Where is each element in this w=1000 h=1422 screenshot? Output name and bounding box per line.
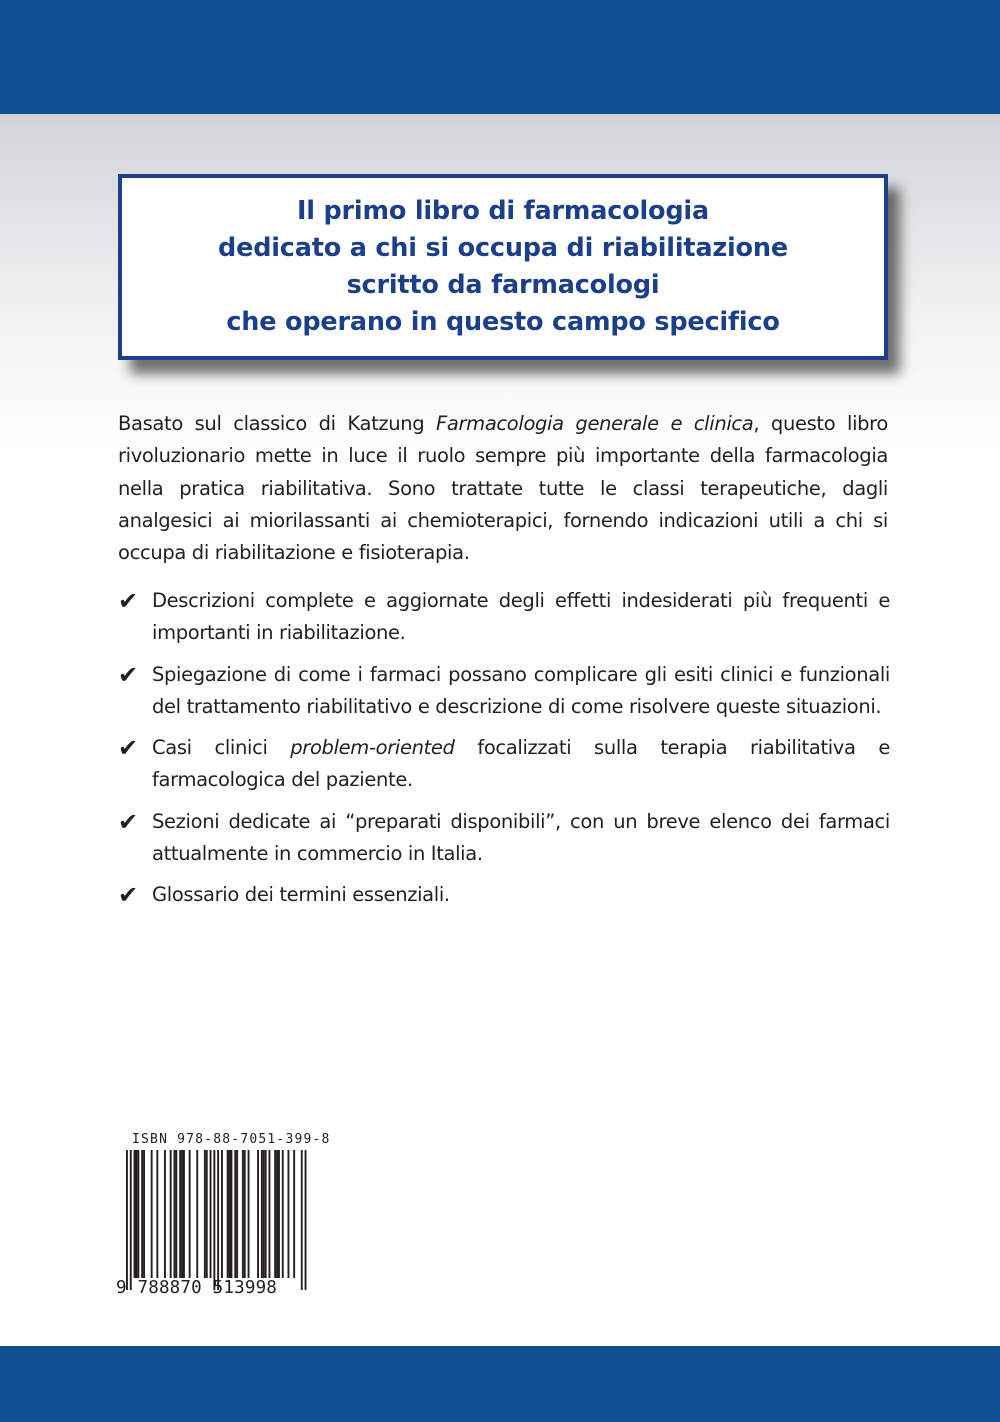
barcode-bar	[265, 1150, 267, 1278]
barcode-bar	[174, 1150, 176, 1278]
top-color-band	[0, 0, 1000, 114]
barcode-bar	[156, 1150, 158, 1278]
barcode-bar	[248, 1150, 250, 1278]
feature-list-item	[118, 879, 890, 911]
barcode-bar	[227, 1150, 229, 1278]
intro-paragraph	[118, 408, 888, 569]
headline-line: dedicato a chi si occupa di riabilitazione	[218, 233, 788, 263]
barcode-bar	[206, 1150, 208, 1278]
barcode-bar	[229, 1150, 231, 1278]
barcode-bar	[189, 1150, 191, 1278]
isbn-label: ISBN 978-88-7051-399-8	[132, 1132, 331, 1147]
barcode-bar	[134, 1150, 136, 1278]
feature-text: Sezioni dedicate ai “preparati disponibili”, con un breve elenco dei farmaci attualmente in commercio in Italia.	[152, 809, 890, 866]
barcode-bar	[217, 1150, 219, 1290]
barcode-bar	[301, 1150, 303, 1290]
feature-list-item	[118, 659, 890, 724]
barcode-bar	[282, 1150, 284, 1278]
feature-list-item	[118, 732, 890, 797]
feature-text-emphasis: problem-oriented	[290, 736, 455, 760]
barcode-bar	[242, 1150, 244, 1278]
barcode-bar	[164, 1150, 166, 1278]
barcode-bar	[257, 1150, 259, 1278]
barcode-bar	[244, 1150, 246, 1278]
barcode-bar	[175, 1150, 177, 1278]
barcode-bar	[263, 1150, 265, 1278]
barcode-bar	[136, 1150, 138, 1278]
intro-book-title: Farmacologia generale e clinica	[436, 412, 754, 435]
barcode-bar	[181, 1150, 183, 1278]
barcode-bar	[183, 1150, 185, 1278]
check-icon: ✔	[118, 734, 139, 763]
barcode-bar	[143, 1150, 145, 1278]
barcode-bar	[137, 1150, 139, 1278]
check-icon: ✔	[118, 807, 139, 836]
check-icon: ✔	[118, 660, 139, 689]
feature-text: Spiegazione di come i farmaci possano complicare gli esiti clinici e funzionali del trattamento riabilitativo e descrizione di come risolvere queste situazioni.	[152, 662, 890, 718]
ean-digits: 9 788870 513998	[116, 1278, 278, 1298]
barcode-bar	[305, 1150, 307, 1290]
check-icon: ✔	[118, 881, 139, 910]
barcode-bar	[141, 1150, 143, 1278]
barcode-bar	[274, 1150, 276, 1278]
barcode-bar	[236, 1150, 238, 1278]
headline-box	[118, 174, 888, 360]
feature-text	[152, 732, 890, 797]
barcode-bar	[231, 1150, 233, 1278]
intro-text-after-title: , questo libro rivoluzionario mette in luce il ruolo sempre più importante della farmacologia nella pratica riabilitativa. Sono trattate tutte le classi terapeutiche, dagli analgesici ai miorilassanti ai chemioterapici, fornendo indicazioni utili a chi si occupa di riabilitazione e fisioterapia.	[118, 412, 888, 565]
barcode-bar	[170, 1150, 172, 1278]
barcode-bar	[288, 1150, 290, 1278]
intro-text-before-title: Basato sul classico di Katzung	[118, 412, 437, 435]
feature-list	[118, 585, 890, 921]
feature-text-after: focalizzati sulla terapia riabilitativa e farmacologica del paziente.	[152, 736, 890, 792]
barcode-bar	[213, 1150, 215, 1290]
barcode-bar	[126, 1150, 128, 1290]
headline-line: che operano in questo campo specifico	[226, 307, 780, 337]
barcode-bar	[234, 1150, 236, 1278]
barcode-bar	[269, 1150, 271, 1278]
barcode-bar	[130, 1150, 132, 1290]
feature-text: Descrizioni complete e aggiornate degli effetti indesiderati più frequenti e importanti in riabilitazione.	[152, 589, 890, 645]
barcode-bar	[179, 1150, 181, 1278]
feature-text-before: Casi clinici	[152, 736, 291, 760]
feature-list-item	[118, 585, 890, 650]
barcode-bar	[204, 1150, 206, 1278]
barcode-bar	[278, 1150, 280, 1278]
barcode-bar	[196, 1150, 198, 1278]
barcode-bar	[221, 1150, 223, 1278]
barcode-bar	[276, 1150, 278, 1278]
barcode-bar	[210, 1150, 212, 1278]
headline-line: scritto da farmacologi	[346, 270, 660, 300]
barcode-bar	[261, 1150, 263, 1278]
feature-list-item	[118, 806, 890, 871]
bottom-color-band	[0, 1346, 1000, 1422]
barcode-bar	[151, 1150, 153, 1278]
check-icon: ✔	[118, 587, 139, 615]
feature-text: Glossario dei termini essenziali.	[152, 883, 450, 907]
headline-line: Il primo libro di farmacologia	[297, 196, 709, 226]
barcode-bar	[293, 1150, 295, 1278]
